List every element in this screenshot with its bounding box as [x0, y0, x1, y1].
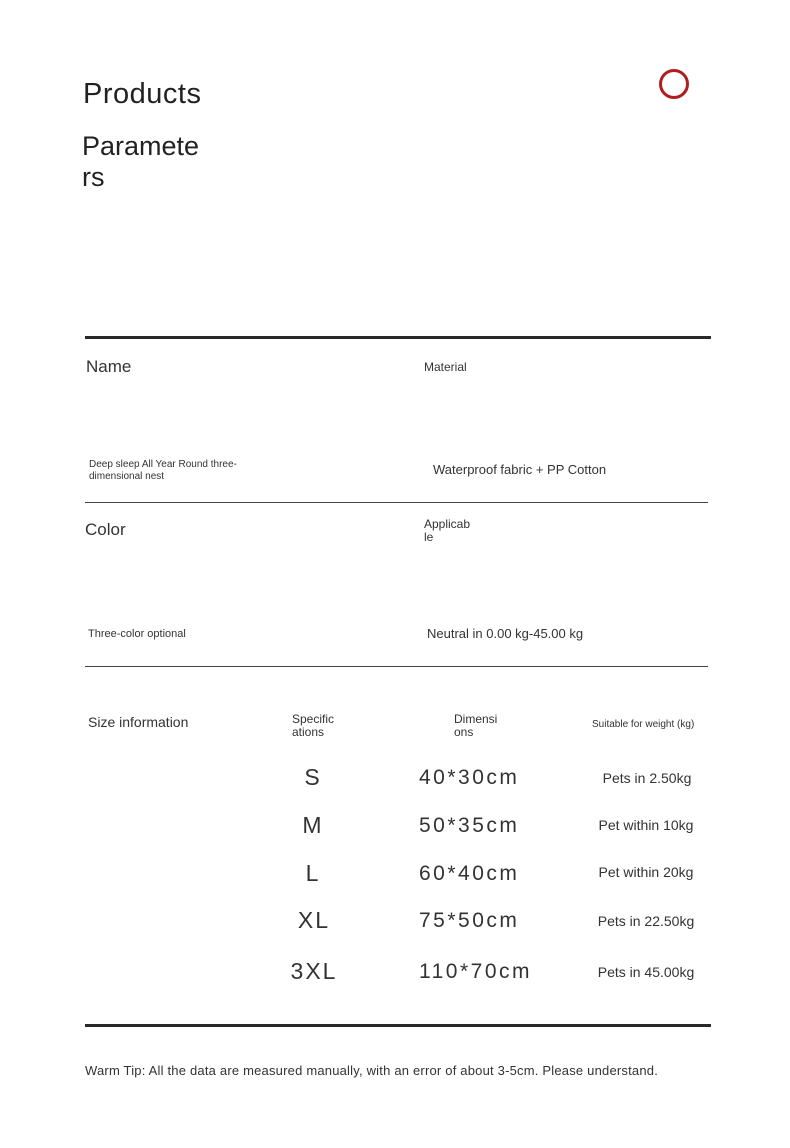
table-row-weight: Pet within 10kg: [598, 817, 694, 833]
row-divider: [85, 502, 708, 503]
weight-header: Suitable for weight (kg): [592, 719, 695, 730]
table-row-spec: XL: [297, 907, 331, 933]
material-value: Waterproof fabric + PP Cotton: [433, 462, 607, 477]
table-row-weight: Pets in 2.50kg: [602, 770, 692, 786]
table-row-spec: 3XL: [290, 958, 338, 984]
table-row-weight: Pet within 20kg: [598, 864, 694, 880]
dimensions-header: Dimensi ons: [454, 712, 498, 739]
warm-tip-note: Warm Tip: All the data are measured manually, with an error of about 3-5cm. Please understand.: [85, 1063, 659, 1078]
table-row-dimensions: 75*50cm: [419, 909, 520, 932]
spec-header: Specific ations: [292, 712, 335, 739]
color-label: Color: [85, 520, 126, 539]
size-info-label: Size information: [88, 714, 189, 730]
circle-icon: [659, 69, 689, 99]
table-row-dimensions: 50*35cm: [419, 814, 520, 837]
applicable-value: Neutral in 0.00 kg-45.00 kg: [427, 626, 584, 641]
table-row-dimensions: 110*70cm: [419, 960, 533, 983]
table-row-dimensions: 40*30cm: [419, 766, 520, 789]
applicable-label: Applicab le: [424, 517, 471, 544]
top-divider: [85, 336, 711, 339]
page-subtitle: Paramete rs: [82, 131, 200, 192]
bottom-divider: [85, 1024, 711, 1027]
table-row-spec: S: [304, 764, 322, 790]
table-row-spec: M: [302, 812, 324, 838]
material-label: Material: [424, 360, 467, 374]
table-row-spec: L: [305, 860, 321, 886]
table-row-weight: Pets in 45.00kg: [597, 964, 695, 980]
page-title: Products: [83, 78, 202, 110]
name-label: Name: [86, 357, 132, 376]
color-value: Three-color optional: [88, 628, 186, 640]
name-value: Deep sleep All Year Round three-dimensional nest: [89, 459, 237, 482]
table-row-dimensions: 60*40cm: [419, 862, 520, 885]
table-row-weight: Pets in 22.50kg: [597, 913, 695, 929]
row-divider: [85, 666, 708, 667]
